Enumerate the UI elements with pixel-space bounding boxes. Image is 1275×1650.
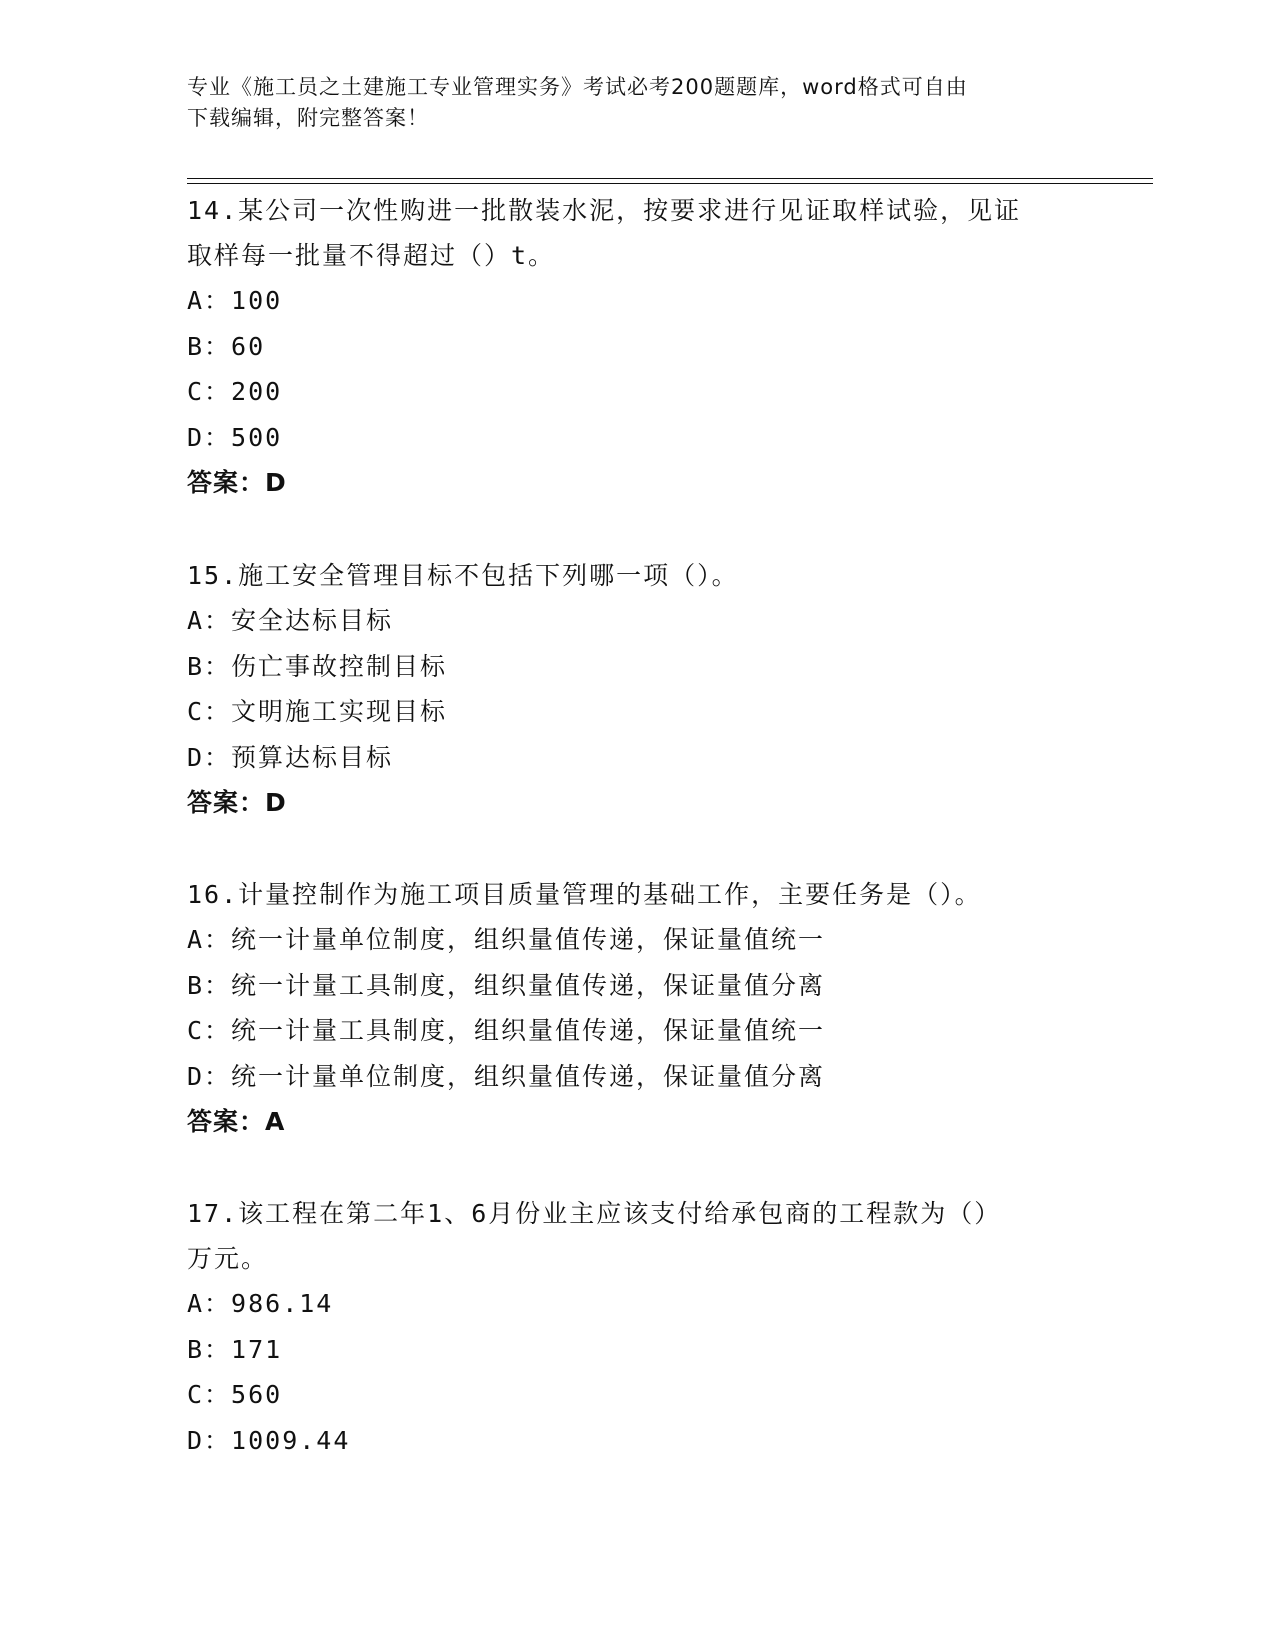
question-17 [187, 1191, 1107, 1463]
option-d: D：1009.44 [187, 1425, 351, 1455]
question-stem-line: 16.计量控制作为施工项目质量管理的基础工作，主要任务是（）。 [187, 880, 982, 909]
option-b: B：统一计量工具制度，组织量值传递，保证量值分离 [187, 970, 826, 1000]
option-b: B：60 [187, 331, 266, 361]
option-c: C：文明施工实现目标 [187, 697, 448, 726]
question-15 [187, 553, 1107, 825]
option-a: A：安全达标目标 [187, 606, 394, 635]
option-d: D：500 [187, 422, 283, 452]
header-line-2: 下载编辑，附完整答案！ [187, 106, 429, 130]
option-d: D：统一计量单位制度，组织量值传递，保证量值分离 [187, 1061, 826, 1091]
question-16 [187, 872, 1107, 1144]
header-divider-bottom [187, 183, 1153, 184]
question-stem-line: 15.施工安全管理目标不包括下列哪一项（）。 [187, 561, 739, 590]
question-stem-line: 万元。 [187, 1244, 269, 1273]
answer-line: 答案：A [187, 1107, 286, 1136]
document-header [187, 72, 1087, 134]
answer-line: 答案：D [187, 468, 287, 497]
option-b: B：171 [187, 1334, 283, 1364]
option-b: B：伤亡事故控制目标 [187, 651, 448, 681]
question-stem-line: 17.该工程在第二年1、6月份业主应该支付给承包商的工程款为（） [187, 1199, 1002, 1228]
option-c: C：560 [187, 1380, 283, 1409]
option-c: C：200 [187, 377, 283, 406]
option-a: A：100 [187, 286, 283, 315]
header-line-1: 专业《施工员之土建施工专业管理实务》考试必考200题题库，word格式可自由 [187, 75, 968, 99]
question-14 [187, 188, 1107, 505]
header-divider-top [187, 178, 1153, 179]
option-a: A：统一计量单位制度，组织量值传递，保证量值统一 [187, 925, 826, 954]
option-c: C：统一计量工具制度，组织量值传递，保证量值统一 [187, 1016, 826, 1045]
answer-line: 答案：D [187, 788, 287, 817]
option-d: D：预算达标目标 [187, 742, 394, 772]
question-stem-line: 14.某公司一次性购进一批散装水泥，按要求进行见证取样试验，见证 [187, 196, 1022, 225]
option-a: A：986.14 [187, 1289, 334, 1318]
question-stem-line: 取样每一批量不得超过（）t。 [187, 241, 556, 270]
